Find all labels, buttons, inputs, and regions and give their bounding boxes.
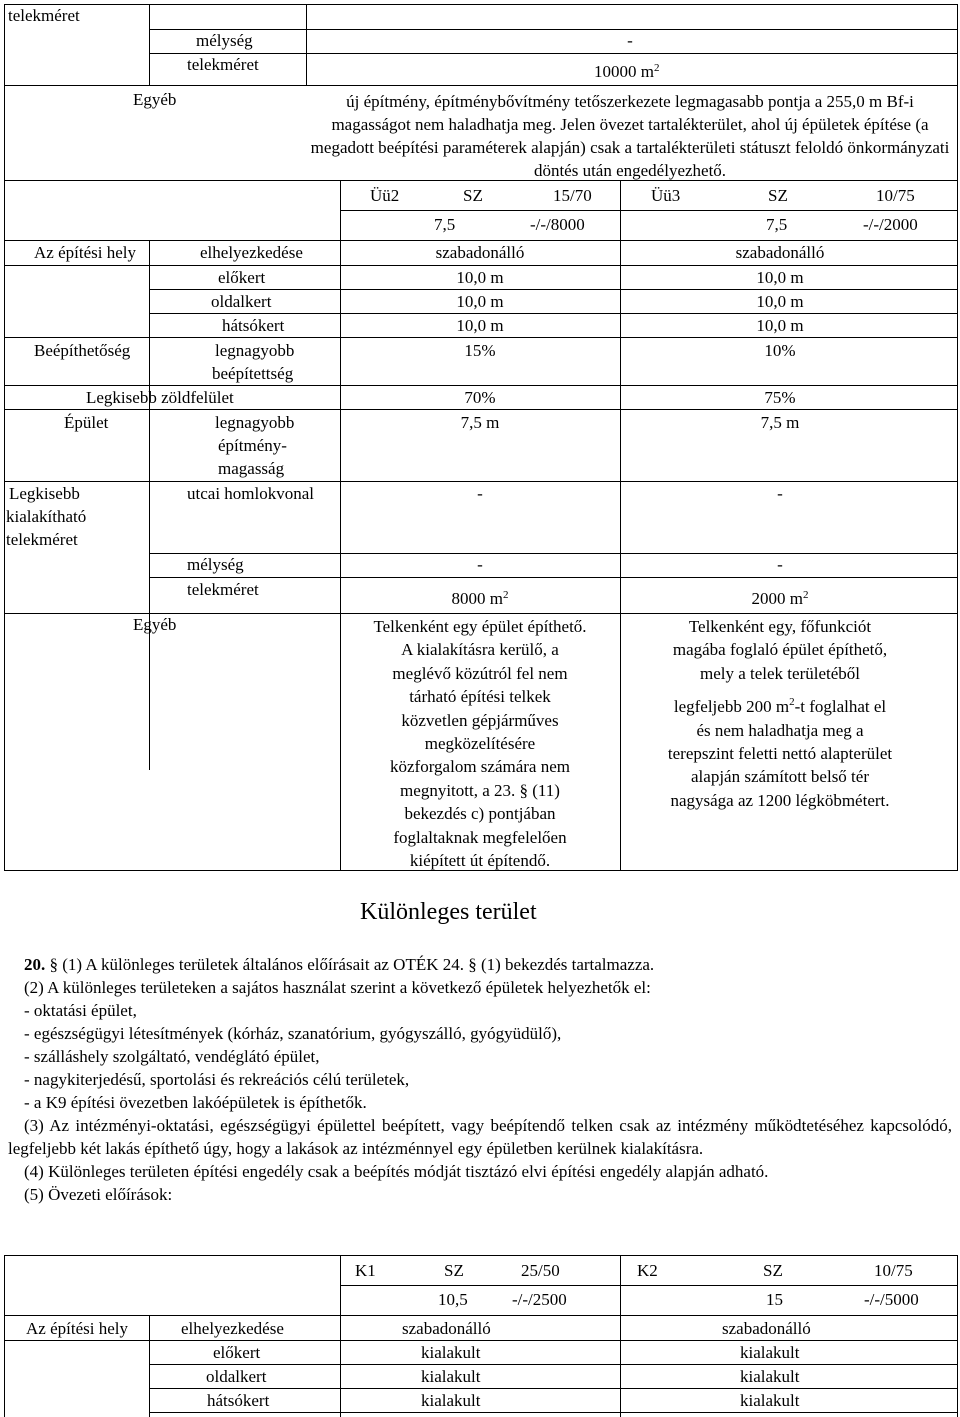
- table-line: [4, 265, 957, 266]
- label-telekmeret-3: telekméret: [6, 530, 78, 549]
- label-elhelyezkedese: elhelyezkedése: [200, 243, 303, 262]
- table-line: [149, 29, 957, 30]
- table-line: [149, 1388, 957, 1389]
- value-magassag-1: 7,5 m: [460, 413, 500, 432]
- label-magassag: magasság: [218, 459, 285, 478]
- plot-params-k1: -/-/2500: [512, 1290, 567, 1309]
- table-line: [149, 4, 150, 86]
- egyeb-line: terepszint feletti nettó alapterület: [667, 744, 893, 764]
- list-item: - egészségügyi létesítmények (kórház, szanatórium, gyógyszálló, gyógyüdülő),: [24, 1024, 562, 1043]
- table-line: [149, 1412, 957, 1413]
- egyeb-line: nagysága az 1200 légköbmétert.: [670, 790, 890, 810]
- value-beepitettseg-1: 15%: [464, 341, 496, 360]
- egyeb-line: Telkenként egy épület építhető.: [373, 617, 587, 636]
- table-line: [4, 1255, 957, 1256]
- egyeb-line: meglévő közútról fel nem: [392, 663, 568, 683]
- building-mode-k2: SZ: [763, 1261, 783, 1280]
- label-legkisebb: Legkisebb: [9, 484, 80, 503]
- egyeb-line: közvetlen gépjárműves: [401, 710, 559, 730]
- ratio-1: 15/70: [553, 186, 592, 205]
- egyeb-line: legfeljebb 200 $m^2-t$ foglalhat el: [673, 696, 887, 717]
- value-telekmeret-1: 8000 $m^2$: [451, 589, 509, 608]
- list-item: - a K9 építési övezetben lakóépületek is építhetők.: [24, 1093, 367, 1112]
- label-epitesi-hely-2: Az építési hely: [26, 1319, 128, 1338]
- ratio-k2: 10/75: [874, 1261, 913, 1280]
- paragraph-4: (4) Különleges területen építési engedély csak a beépítés módját tisztázó elvi építési engedély alapján adható.: [24, 1162, 769, 1181]
- value-oldalkert-2: 10,0 m: [756, 292, 804, 311]
- value-elo-k1: kialakult: [421, 1343, 481, 1362]
- height-2: 7,5: [766, 215, 788, 234]
- value-elokert-2: 10,0 m: [756, 268, 804, 287]
- table-line: [4, 1315, 957, 1316]
- zone-code-2: Üü3: [651, 186, 681, 205]
- label-legnagyobb-2: legnagyobb: [215, 413, 295, 432]
- label-zoldfelulet: Legkisebb zöldfelület: [86, 388, 234, 407]
- building-mode-2: SZ: [768, 186, 788, 205]
- label-kialakithato: kialakítható: [6, 507, 87, 526]
- section-title: Különleges terület: [360, 899, 537, 925]
- value-old-k1: kialakult: [421, 1367, 481, 1386]
- label-telekmeret-4: telekméret: [187, 580, 259, 599]
- paragraph-2: (2) A különleges területeken a sajátos használat szerint a következő épületek helyezhetők el:: [24, 978, 651, 997]
- egyeb-line: tárható építési telkek: [409, 687, 551, 707]
- value-elokert-1: 10,0 m: [456, 268, 504, 287]
- label-epitesi-hely: Az építési hely: [34, 243, 136, 262]
- value-zoldfelulet-1: 70%: [464, 388, 496, 407]
- value-elo-k2: kialakult: [740, 1343, 800, 1362]
- table-line: [4, 1340, 957, 1341]
- list-item: - szálláshely szolgáltató, vendéglátó épület,: [24, 1047, 320, 1066]
- table-line: [149, 240, 150, 770]
- value-oldalkert-1: 10,0 m: [456, 292, 504, 311]
- label-elhelyezkedese-2: elhelyezkedése: [181, 1319, 284, 1338]
- value-hatsokert-2: 10,0 m: [756, 316, 804, 335]
- label-beepitettseg: beépítettség: [212, 364, 294, 383]
- value-hatsokert-1: 10,0 m: [456, 316, 504, 335]
- row-label-melyseg: mélység: [196, 31, 253, 50]
- value-hat-k1: kialakult: [421, 1391, 481, 1410]
- table-line: [4, 613, 957, 614]
- egyeb-description: új építmény, építménybővítmény tetőszerkezete legmagasabb pontja a 255,0 m Bf-i magasságot nem haladhatja meg. Jelen övezet tartalékterület, ahol új épületek építése (a megadott beépítési paraméterek alapján) csak a tartalékterületi státuszt feloldó önkormányzati döntés után engedélyezhető.: [310, 92, 950, 180]
- table-line: [4, 409, 957, 410]
- egyeb-line: A kialakításra kerülő, a: [401, 640, 559, 660]
- ratio-k1: 25/50: [521, 1261, 560, 1280]
- table-line: [620, 1255, 621, 1417]
- table-line: [340, 1285, 957, 1286]
- row-label-egyeb: Egyéb: [133, 90, 177, 109]
- label-utcai-homlokvonal: utcai homlokvonal: [187, 484, 315, 503]
- egyeb-line: bekezdés c) pontjában: [404, 804, 556, 824]
- table-line: [149, 1315, 150, 1417]
- building-mode-k1: SZ: [444, 1261, 464, 1280]
- table-line: [4, 85, 957, 86]
- zone-code-1: Üü2: [370, 186, 400, 205]
- ratio-2: 10/75: [876, 186, 915, 205]
- value-telekmeret-2: 2000 $m^2$: [751, 589, 809, 608]
- value-old-k2: kialakult: [740, 1367, 800, 1386]
- plot-params-k2: -/-/5000: [864, 1290, 919, 1309]
- value-melyseg: -: [627, 31, 633, 50]
- table-line: [4, 4, 5, 871]
- table-line: [4, 481, 957, 482]
- list-item: - oktatási épület,: [24, 1001, 137, 1020]
- value-magassag-2: 7,5 m: [760, 413, 800, 432]
- label-elokert: előkert: [218, 268, 266, 287]
- value-melyseg-1: -: [477, 555, 483, 574]
- zone-code-k1: K1: [355, 1261, 376, 1280]
- label-elokert-2: előkert: [213, 1343, 261, 1362]
- plot-params-2: -/-/2000: [863, 215, 918, 234]
- row-label-telekmeret: telekméret: [8, 6, 80, 25]
- value-melyseg-2: -: [777, 555, 783, 574]
- table-line: [306, 4, 307, 86]
- paragraph-3: (3) Az intézményi-oktatási, egészségügyi épülettel beépített, vagy beépítendő telken csak az intézmény működtetéséhez kapcsolódó, legfeljebb két lakás építhető úgy, hogy a lakások az intézménnyel egy épületben kerülnek kialakításra.: [8, 1116, 952, 1158]
- value-hat-k2: kialakult: [740, 1391, 800, 1410]
- label-epulet: Épület: [64, 413, 109, 432]
- egyeb-line: foglaltaknak megfelelően: [393, 827, 567, 847]
- egyeb-line: megnyitott, a 23. § (11): [400, 780, 560, 800]
- value-szab-k2: szabadonálló: [722, 1319, 811, 1338]
- table-line: [149, 53, 957, 54]
- value-telekmeret: 10000 $m^2$: [594, 62, 660, 81]
- paragraph-20: 20. § (1) A különleges területek általános előírásait az OTÉK 24. § (1) bekezdés tartalmazza.: [24, 955, 655, 974]
- table-line: [149, 553, 957, 554]
- table-line: [149, 1364, 957, 1365]
- table-line: [957, 4, 958, 871]
- label-egyeb-2: Egyéb: [133, 615, 177, 634]
- value-zoldfelulet-2: 75%: [764, 388, 796, 407]
- section-body: [8, 953, 952, 1206]
- label-epitmeny: építmény-: [218, 436, 287, 455]
- label-melyseg-2: mélység: [187, 555, 244, 574]
- egyeb-line: Telkenként egy, főfunkciót: [688, 617, 872, 636]
- list-item: - nagykiterjedésű, sportolási és rekreációs célú területek,: [24, 1070, 410, 1089]
- zone-code-k2: K2: [637, 1261, 658, 1280]
- value-utcai-2: -: [777, 484, 783, 503]
- label-hatsokert: hátsókert: [222, 316, 285, 335]
- value-szabadonallo-1: szabadonálló: [435, 243, 525, 262]
- table-line: [957, 1255, 958, 1417]
- table-line: [149, 577, 957, 578]
- table-line: [4, 1255, 5, 1417]
- table-line: [340, 210, 957, 211]
- value-utcai-1: -: [477, 484, 483, 503]
- row-label-telekmeret-2: telekméret: [187, 55, 259, 74]
- table-line: [149, 313, 957, 314]
- table-line: [4, 385, 957, 386]
- egyeb-line: magába foglaló épület építhető,: [672, 640, 888, 660]
- egyeb-text-2: [620, 615, 940, 812]
- egyeb-line: alapján számított belső tér: [691, 767, 869, 787]
- height-k1: 10,5: [438, 1290, 468, 1309]
- table-line: [340, 1255, 341, 1417]
- label-hatsokert-2: hátsókert: [207, 1391, 270, 1410]
- paragraph-5: (5) Övezeti előírások:: [24, 1185, 173, 1204]
- egyeb-line: közforgalom számára nem: [389, 757, 570, 777]
- label-beepithetoseg: Beépíthetőség: [34, 341, 131, 360]
- plot-params-1: -/-/8000: [530, 215, 585, 234]
- egyeb-line: mely a telek területéből: [699, 663, 860, 683]
- label-legnagyobb: legnagyobb: [215, 341, 295, 360]
- value-szab-k1: szabadonálló: [402, 1319, 491, 1338]
- height-1: 7,5: [434, 215, 456, 234]
- table-line: [4, 337, 957, 338]
- building-mode-1: SZ: [463, 186, 483, 205]
- egyeb-line: kiépített út építendő.: [409, 851, 551, 871]
- table-line: [4, 4, 957, 5]
- value-szabadonallo-2: szabadonálló: [735, 243, 825, 262]
- table-line: [4, 240, 957, 241]
- value-beepitettseg-2: 10%: [764, 341, 796, 360]
- label-oldalkert-2: oldalkert: [206, 1367, 267, 1386]
- egyeb-text-1: [340, 615, 620, 872]
- egyeb-line: megközelítésére: [424, 734, 536, 754]
- label-oldalkert: oldalkert: [211, 292, 272, 311]
- egyeb-line: és nem haladhatja meg a: [696, 720, 864, 740]
- table-line: [149, 289, 957, 290]
- height-k2: 15: [766, 1290, 783, 1309]
